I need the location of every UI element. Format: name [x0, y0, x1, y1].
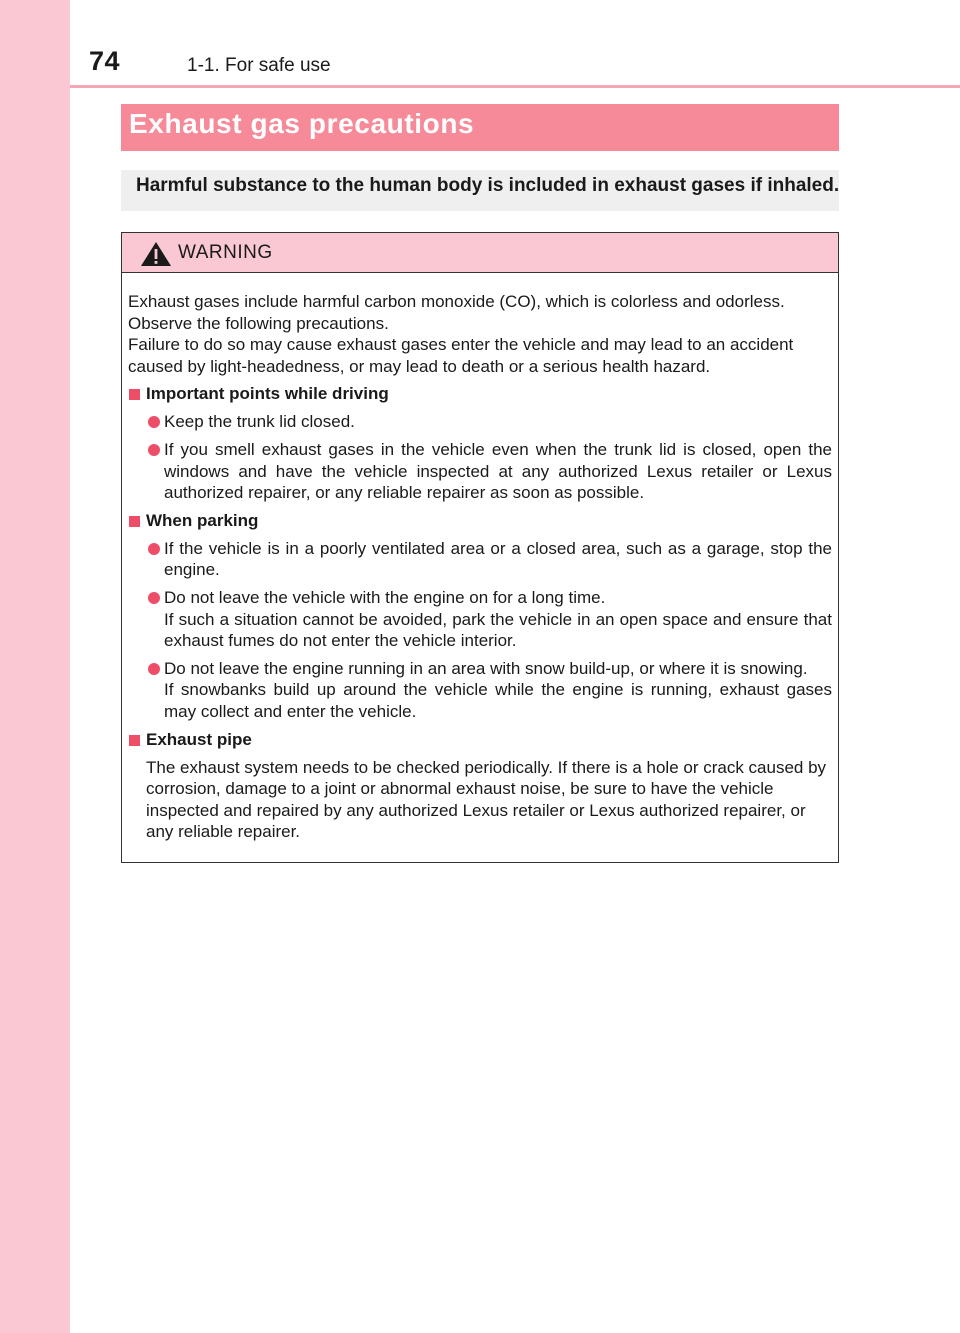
- intro-box: [121, 170, 839, 211]
- intro-text: Harmful substance to the human body is included in exhaust gases if inhaled.: [136, 175, 840, 196]
- square-marker-icon: [129, 735, 140, 746]
- circle-bullet-icon: [148, 444, 160, 456]
- title-bar: [121, 104, 839, 151]
- warning-intro-line: Exhaust gases include harmful carbon monoxide (CO), which is colorless and odorless.: [128, 292, 785, 311]
- page-side-band: [0, 0, 70, 1333]
- square-marker-icon: [129, 516, 140, 527]
- exhaust-pipe-paragraph: The exhaust system needs to be checked periodically. If there is a hole or crack caused by corrosion, damage to a joint or abnormal exhaust noise, be sure to have the vehicle inspected and repaired by any authorized Lexus retailer or Lexus authorized repairer, or any reliable repairer.: [146, 757, 827, 842]
- section-label: 1-1. For safe use: [187, 55, 331, 76]
- warning-box: [121, 232, 839, 863]
- warning-body: [128, 291, 832, 843]
- circle-bullet-icon: [148, 416, 160, 428]
- list-item: Do not leave the vehicle with the engine on for a long time. If such a situation cannot be avoided, park the vehicle in an open space and ensure that exhaust fumes do not enter the vehicle interior.: [128, 587, 832, 652]
- circle-bullet-icon: [148, 543, 160, 555]
- warning-intro: [128, 291, 832, 377]
- circle-bullet-icon: [148, 663, 160, 675]
- subheading-driving: Important points while driving: [128, 383, 832, 405]
- square-marker-icon: [129, 389, 140, 400]
- list-item: If the vehicle is in a poorly ventilated area or a closed area, such as a garage, stop the engine.: [128, 538, 832, 581]
- warning-label: WARNING: [178, 242, 273, 263]
- warning-intro-line: Failure to do so may cause exhaust gases enter the vehicle and may lead to an accident caused by light-headedness, or may lead to death or a serious health hazard.: [128, 335, 794, 376]
- warning-triangle-icon: [140, 241, 172, 267]
- warning-header: [122, 233, 838, 273]
- subheading-exhaust-pipe: Exhaust pipe: [128, 729, 832, 751]
- list-item: If you smell exhaust gases in the vehicle even when the trunk lid is closed, open the windows and have the vehicle inspected at any authorized Lexus retailer or Lexus authorized repairer, or any reliable repairer as soon as possible.: [128, 439, 832, 504]
- page-number: 74: [89, 46, 121, 76]
- list-item: Do not leave the engine running in an area with snow build-up, or where it is snowing. If snowbanks build up around the vehicle while the engine is running, exhaust gases may collect and enter the vehicle.: [128, 658, 832, 723]
- list-item: Keep the trunk lid closed.: [128, 411, 832, 433]
- warning-intro-line: Observe the following precautions.: [128, 313, 389, 333]
- page-title: Exhaust gas precautions: [129, 108, 475, 139]
- circle-bullet-icon: [148, 592, 160, 604]
- header-rule: [70, 85, 960, 88]
- subheading-parking: When parking: [128, 510, 832, 532]
